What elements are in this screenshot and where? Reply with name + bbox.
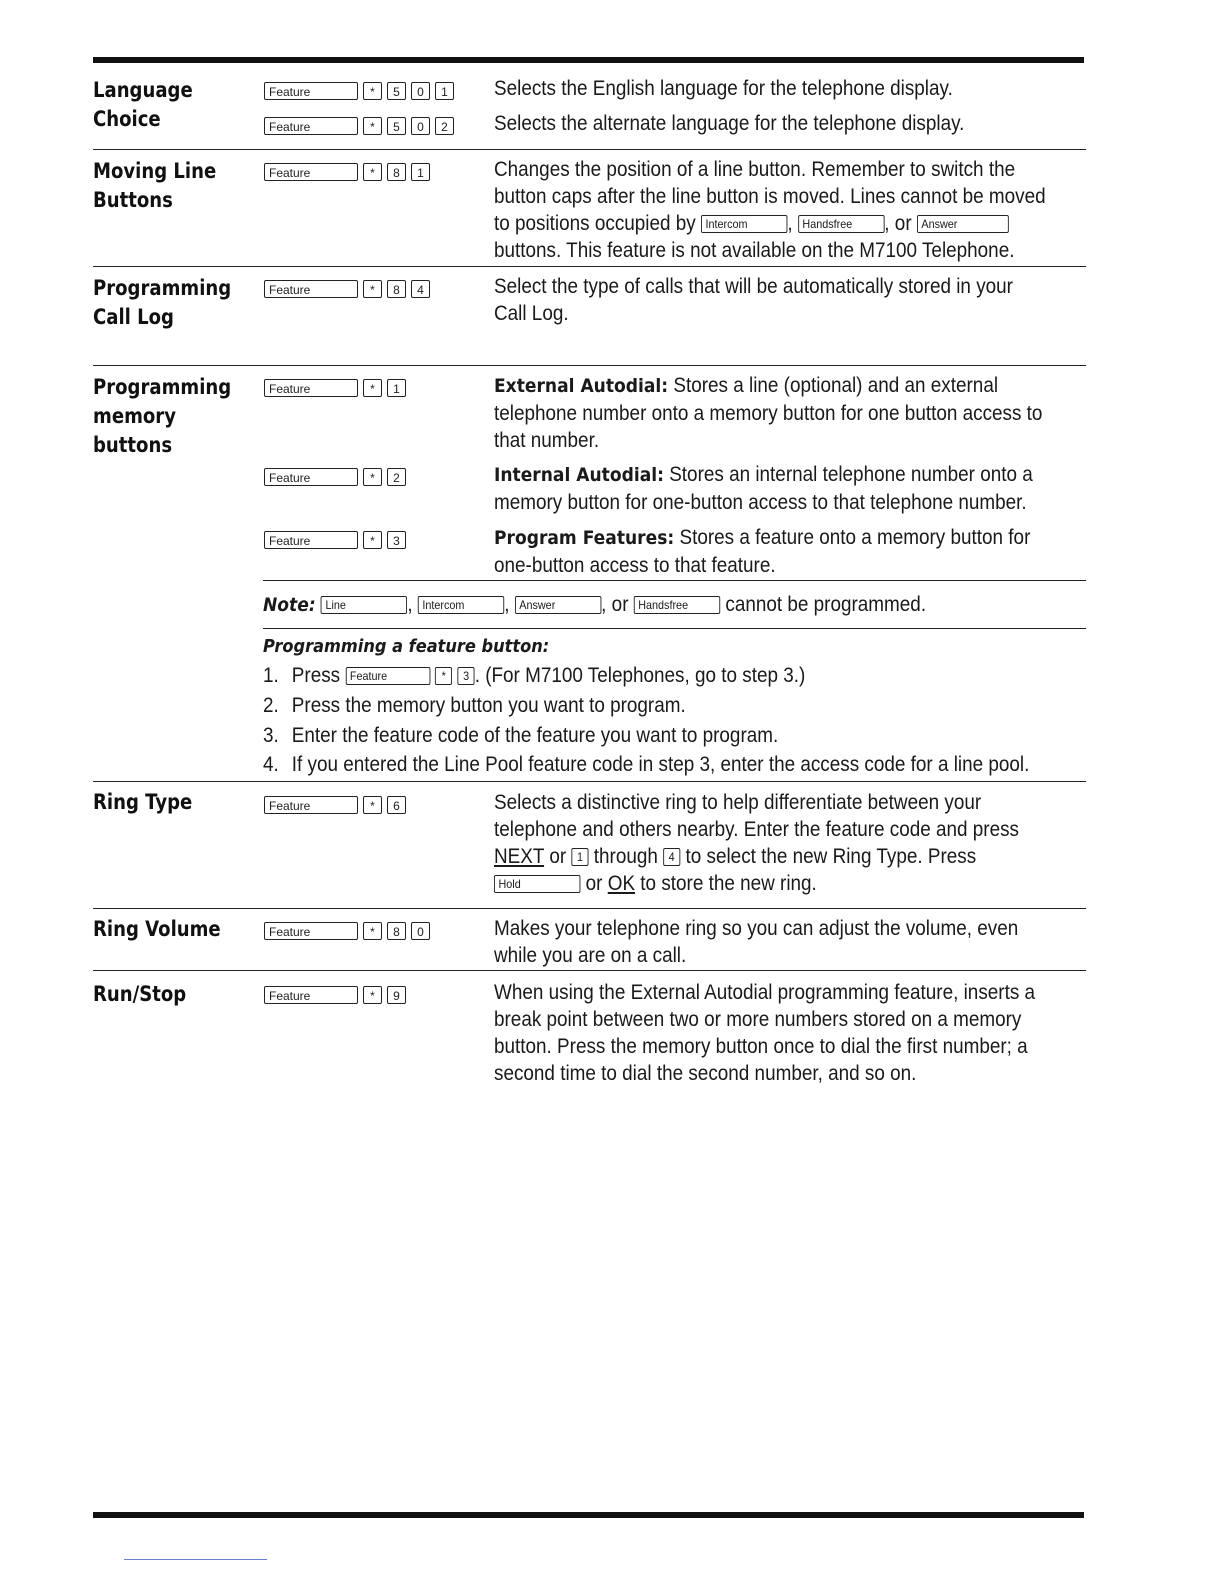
key-sequence-run-stop [264,985,406,1005]
program-features-description [494,524,1034,579]
feature-title-run-stop: Run/Stop [93,982,187,1006]
key-sequence-program-features [264,530,406,550]
desc-line: When using the External Autodial programming feature, inserts a [494,981,1036,1004]
digit-key: 5 [387,117,406,135]
digit-key: 5 [387,82,406,100]
answer-key: Answer [515,596,601,614]
key-sequence-language-english [264,81,454,101]
digit-key: 2 [387,468,406,486]
desc-line: second time to dial the second number, and so on. [494,1062,917,1085]
digit-key: 3 [458,667,475,685]
digit-key: 2 [435,117,454,135]
intercom-key: Intercom [418,596,504,614]
answer-key: Answer [917,215,1009,233]
key-sequence-external-autodial [264,378,406,398]
feature-key: Feature [345,667,430,685]
row-divider [93,970,1086,971]
desc-line: button. Press the memory button once to dial the first number; a [494,1035,1028,1058]
handsfree-key: Handsfree [634,596,720,614]
digit-key: 8 [387,922,406,940]
feature-key: Feature [264,922,358,940]
desc-line: Changes the position of a line button. Remember to switch the [494,158,1016,181]
call-log-description [494,273,1034,327]
moving-line-description [494,156,1046,264]
feature-key: Feature [264,117,358,135]
key-sequence-internal-autodial [264,467,406,487]
feature-title-programming-call-log: Programming Call Log [93,276,232,329]
desc-line: Select the type of calls that will be automatically stored in your [494,275,1013,298]
digit-key: 0 [411,117,430,135]
star-key: * [363,922,382,940]
star-key: * [363,531,382,549]
desc-line: telephone number onto a memory button for one button access to [494,402,1043,425]
row-divider [93,149,1086,150]
desc-line: NEXT or 1 through 4 to select the new Ring Type. Press [494,845,977,868]
procedure-step-3: 3. Enter the feature code of the feature you want to program. [263,724,779,747]
star-key: * [363,796,382,814]
desc-line: Call Log. [494,302,569,325]
note-divider [263,580,1086,581]
digit-key: 4 [663,848,680,866]
external-autodial-description [494,372,1043,454]
digit-key: 1 [411,163,430,181]
feature-key: Feature [264,468,358,486]
language-english-description: Selects the English language for the telephone display. [494,77,953,100]
desc-line: one-button access to that feature. [494,554,776,577]
row-divider [93,781,1086,782]
desc-line: memory button for one-button access to that telephone number. [494,491,1027,514]
desc-line: Makes your telephone ring so you can adjust the volume, even [494,917,1019,940]
digit-key: 9 [387,986,406,1004]
internal-autodial-label: Internal Autodial: [494,464,664,486]
desc-line: telephone and others nearby. Enter the feature code and press [494,818,1020,841]
digit-key: 1 [435,82,454,100]
digit-key: 0 [411,922,430,940]
note-label: Note: [263,594,316,616]
star-key: * [363,280,382,298]
ring-type-description [494,789,1034,897]
procedure-step-4: 4. If you entered the Line Pool feature code in step 3, enter the access code for a line pool. [263,753,1030,776]
digit-key: 6 [387,796,406,814]
bottom-rule [93,1512,1084,1518]
handsfree-key: Handsfree [798,215,884,233]
row-divider [93,365,1086,366]
key-sequence-language-alternate [264,116,454,136]
feature-title-language-choice: Language Choice [93,78,193,131]
desc-line: while you are on a call. [494,944,687,967]
star-key: * [435,667,452,685]
desc-line: Program Features: Stores a feature onto a memory button for [494,526,1031,549]
star-key: * [363,379,382,397]
program-features-label: Program Features: [494,527,675,549]
intercom-key: Intercom [701,215,787,233]
footer-underline [124,1559,267,1560]
key-sequence-ring-volume [264,921,430,941]
language-alternate-description: Selects the alternate language for the telephone display. [494,112,965,135]
desc-line: that number. [494,429,600,452]
digit-key: 3 [387,531,406,549]
key-sequence-ring-type [264,795,406,815]
procedure-step-2: 2. Press the memory button you want to program. [263,694,686,717]
desc-line: Internal Autodial: Stores an internal telephone number onto a [494,463,1033,486]
ok-softkey: OK [607,872,636,895]
ring-volume-description [494,915,1034,969]
feature-key: Feature [264,379,358,397]
feature-title-moving-line-buttons: Moving Line Buttons [93,159,217,212]
key-sequence-call-log [264,279,430,299]
star-key: * [363,82,382,100]
hold-key: Hold [494,875,580,893]
desc-line: Selects a distinctive ring to help differentiate between your [494,791,982,814]
run-stop-description [494,979,1034,1087]
feature-key: Feature [264,531,358,549]
digit-key: 1 [571,848,588,866]
external-autodial-label: External Autodial: [494,375,669,397]
procedure-step-1: 1. Press Feature * 3 . (For M7100 Telephones, go to step 3.) [263,664,806,687]
digit-key: 1 [387,379,406,397]
top-rule [93,57,1084,63]
key-sequence-moving-line [264,162,430,182]
desc-line: buttons. This feature is not available on the M7100 Telephone. [494,239,1015,262]
line-key: Line [321,596,407,614]
star-key: * [363,986,382,1004]
digit-key: 4 [411,280,430,298]
next-softkey: NEXT [494,845,545,868]
internal-autodial-description [494,461,1034,516]
feature-key: Feature [264,82,358,100]
feature-key: Feature [264,280,358,298]
feature-title-programming-memory-buttons: Programming memory buttons [93,375,232,457]
digit-key: 0 [411,82,430,100]
feature-key: Feature [264,163,358,181]
star-key: * [363,117,382,135]
row-divider [93,908,1086,909]
note-divider [263,628,1086,629]
feature-key: Feature [264,796,358,814]
digit-key: 8 [387,163,406,181]
desc-line: External Autodial: Stores a line (optional) and an external [494,374,999,397]
desc-line: Hold or OK to store the new ring. [494,870,1034,897]
note-line: Note: Line , Intercom , Answer , or Handsfree cannot be programmed. [263,593,927,616]
row-divider [93,266,1086,267]
star-key: * [363,468,382,486]
digit-key: 8 [387,280,406,298]
feature-title-ring-type: Ring Type [93,790,193,814]
desc-line: to positions occupied by Intercom , Handsfree , or Answer [494,210,1034,237]
feature-key: Feature [264,986,358,1004]
desc-line: break point between two or more numbers stored on a memory [494,1008,1022,1031]
procedure-title: Programming a feature button: [263,636,550,657]
star-key: * [363,163,382,181]
desc-line: button caps after the line button is moved. Lines cannot be moved [494,185,1046,208]
feature-title-ring-volume: Ring Volume [93,917,221,941]
